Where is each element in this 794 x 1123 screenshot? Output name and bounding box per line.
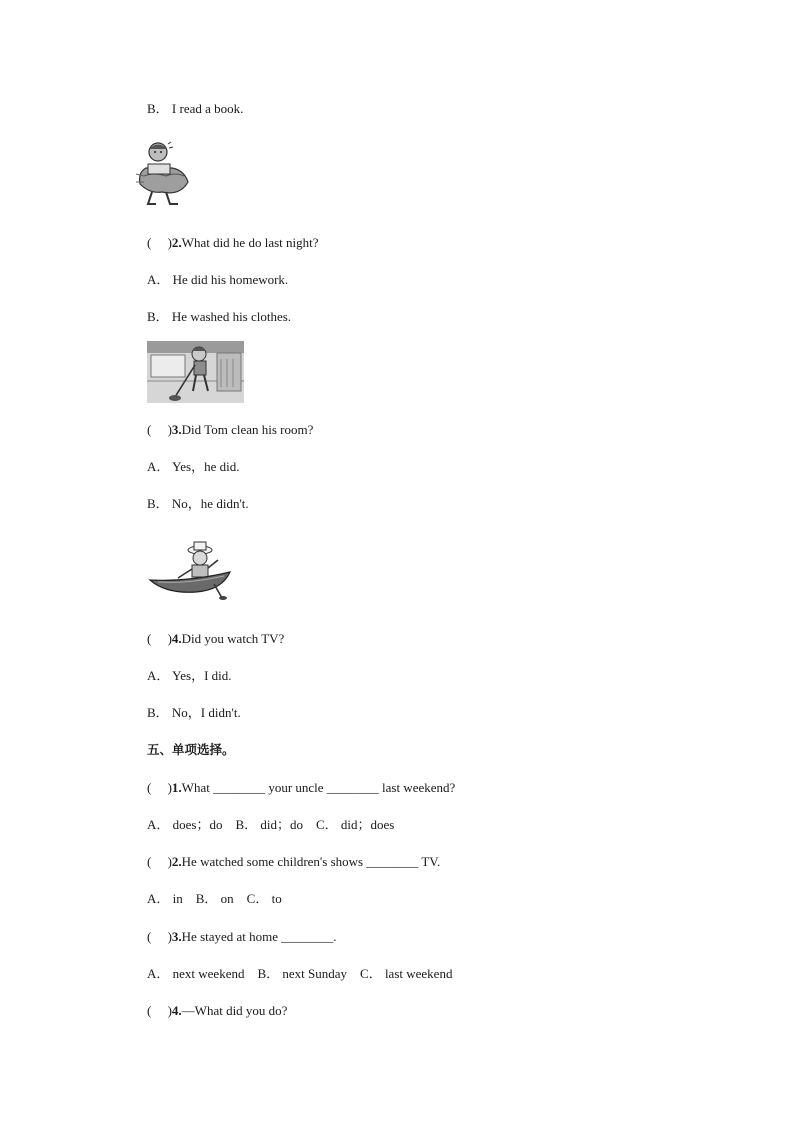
q2-option-a: A． He did his homework. (147, 272, 289, 287)
answer-blank[interactable]: ( ) (147, 235, 172, 250)
p5-q3-options: A． next weekend B． next Sunday C． last weekend (147, 966, 453, 981)
q3-line (147, 422, 313, 438)
boy-rowing-boat-icon (148, 538, 232, 600)
q2-option-b: B． He washed his clothes. (147, 309, 292, 324)
question-number: 2. (171, 854, 182, 869)
boy-sweeping-icon (147, 341, 244, 403)
section-title: 五、单项选择。 (147, 742, 235, 757)
answer-blank[interactable]: ( ) (147, 631, 172, 646)
question-number: 4. (171, 1003, 182, 1018)
question-number: 3. (171, 929, 182, 944)
question-text: He stayed at home ________. (181, 929, 337, 944)
answer-blank[interactable]: ( ) (147, 929, 172, 944)
girl-reading-icon (132, 138, 190, 210)
question-number: 3. (171, 422, 182, 437)
question-text: What did he do last night? (181, 235, 319, 250)
answer-blank[interactable]: ( ) (147, 1003, 172, 1018)
q4-option-b: B． No，I didn't. (147, 705, 241, 720)
q4-line (147, 631, 284, 647)
q3-option-b: B． No，he didn't. (147, 496, 249, 511)
question-text: Did Tom clean his room? (181, 422, 314, 437)
q2-line (147, 235, 319, 251)
answer-blank[interactable]: ( ) (147, 422, 172, 437)
question-text: —What did you do? (181, 1003, 288, 1018)
question-text: What ________ your uncle ________ last weekend? (181, 780, 456, 795)
question-number: 2. (171, 235, 182, 250)
p5-q1-line (147, 780, 455, 796)
question-text: Did you watch TV? (181, 631, 285, 646)
p5-q4-line (147, 1003, 287, 1019)
answer-blank[interactable]: ( ) (147, 854, 172, 869)
p5-q3-line (147, 929, 337, 945)
answer-blank[interactable]: ( ) (147, 780, 172, 795)
q4-option-a: A． Yes，I did. (147, 668, 232, 683)
question-text: He watched some children's shows ________ TV. (181, 854, 441, 869)
q3-option-a: A． Yes，he did. (147, 459, 240, 474)
p5-q2-options: A． in B． on C． to (147, 891, 282, 906)
question-number: 1. (171, 780, 182, 795)
question-number: 4. (171, 631, 182, 646)
p5-q1-options: A． does；do B． did；do C． did；does (147, 817, 395, 832)
p5-q2-line (147, 854, 440, 870)
q1-option-b: B． I read a book. (147, 101, 244, 116)
